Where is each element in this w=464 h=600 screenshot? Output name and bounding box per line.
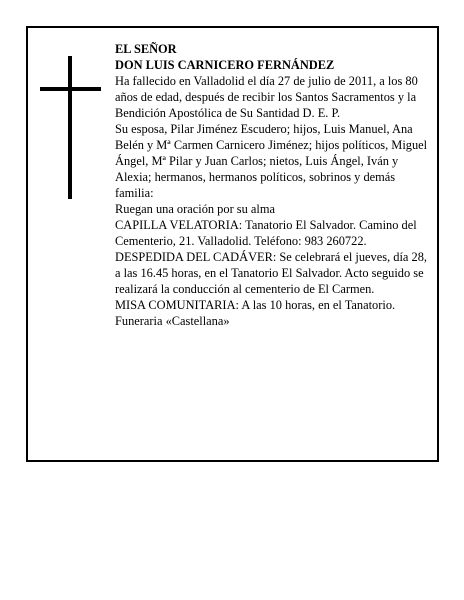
prayer-request: Ruegan una oración por su alma [115,202,275,216]
chapel-info: CAPILLA VELATORIA: Tanatorio El Salvador. Camino del Cementerio, 21. Valladolid. Teléfono: 983 260722. [115,218,417,248]
family-list: Su esposa, Pilar Jiménez Escudero; hijos, Luis Manuel, Ana Belén y Mª Carmen Carnicero Jiménez; hijos políticos, Miguel Ángel, Mª Pilar y Juan Carlos; nietos, Luis Ángel, Iván y Alexia; hermanos, hermanos políticos, sobrinos y demás familia: [115,122,428,200]
mass-info: MISA COMUNITARIA: A las 10 horas, en el Tanatorio. [115,298,396,312]
cross-vertical-bar [68,56,72,199]
death-announcement: Ha fallecido en Valladolid el día 27 de julio de 2011, a los 80 años de edad, después de recibir los Santos Sacramentos y la Bendición Apostólica de Su Santidad D. E. P. [115,74,418,120]
cross-horizontal-bar [40,87,101,91]
title-line-1: EL SEÑOR [115,42,177,56]
funeral-home: Funeraria «Castellana» [115,314,230,328]
notice-text [115,41,430,329]
farewell-info: DESPEDIDA DEL CADÁVER: Se celebrará el jueves, día 28, a las 16.45 horas, en el Tanatorio El Salvador. Acto seguido se realizará la conducción al cementerio de El Carmen. [115,250,427,296]
title-line-2: DON LUIS CARNICERO FERNÁNDEZ [115,58,335,72]
obituary-notice [26,26,439,462]
